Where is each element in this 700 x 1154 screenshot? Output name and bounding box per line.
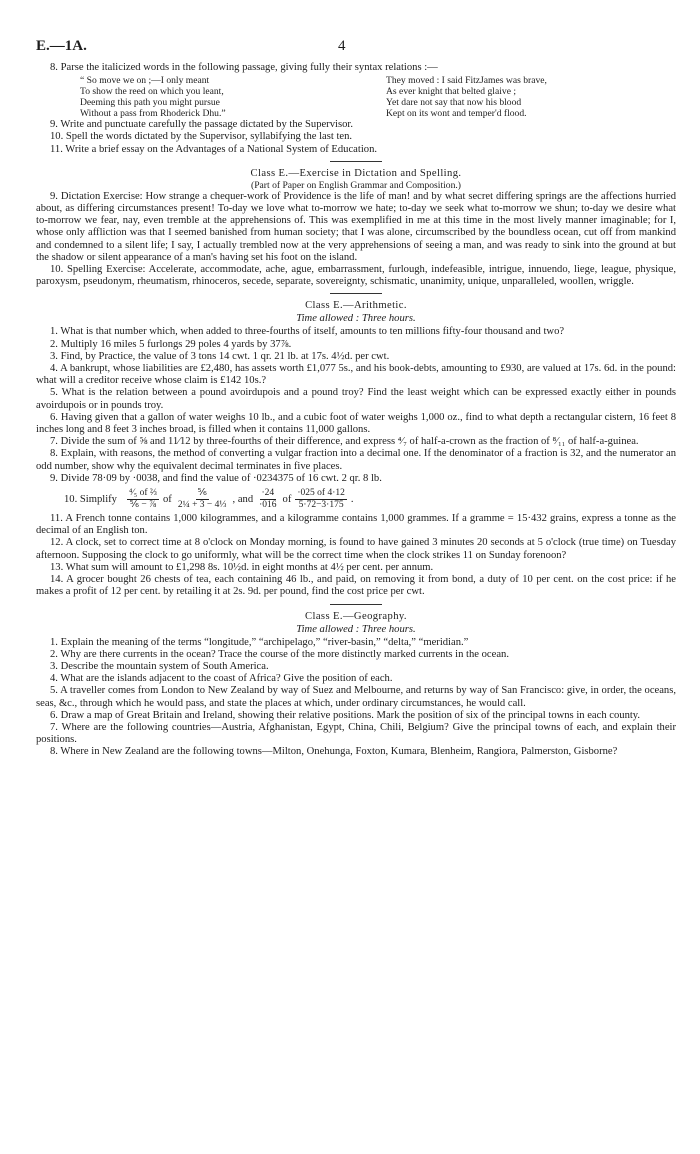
poem-left-column [80,75,345,119]
spelling-exercise: 10. Spelling Exercise: Accelerate, accommodate, ache, ague, embarrassment, furlough, indefeasible, intrigue, innuendo, liege, league, physique, paroxysm, pseudonym, rheumatism, rhinoceros, secede, separate, sovereignty, schismatic, unanimity, unique, unparalleled, woollen, wriggle. [36,264,676,288]
poem-line: Kept on its wont and temper'd flood. [386,108,527,120]
question-item: 12. A clock, set to correct time at 8 o'clock on Monday morning, is found to have gained 3 minutes 20 seconds at 5 o'clock (true time) on Tuesday afternoon. Supposing the clock to go uniformly, what will be the correct time when the clock strikes 11 on Sunday forenoon? [36,537,676,561]
question-item: 4. A bankrupt, whose liabilities are £2,480, has assets worth £1,077 5s., and his book-debts, amounting to £930, are valued at 17s. 6d. in the pound: what will a creditor receive whose claim is £142 10s.? [36,363,676,387]
question-item: 11. A French tonne contains 1,000 kilogrammes, and a kilogramme contains 1,000 grammes. If a gramme = 15·432 grains, express a tonne as the decimal of an English ton. [36,513,676,537]
dictation-subheading: (Part of Paper on English Grammar and Composition.) [251,179,461,191]
poem-line: They moved : I said FitzJames was brave, [386,75,547,87]
question-item: 6. Draw a map of Great Britain and Ireland, showing their relative positions. Mark the position of six of the principal towns in each county. [50,709,641,721]
question-item: 13. What sum will amount to £1,298 8s. 10½d. in eight months at 4½ per cent. per annum. [50,561,434,573]
fraction-numerator: ·025 of 4·12 [297,487,345,498]
dictation-heading: Class E.—Exercise in Dictation and Spelling. [250,167,462,179]
fraction-numerator: ⁴⁄₅ of ⅔ [128,487,157,498]
dictation-exercise: 9. Dictation Exercise: How strange a chequer-work of Providence is the life of man! and by what secret differing springs are the affections hurried about, as differing circumstances present! To-day we love what to-morrow we hate; to-day we seek what to-morrow we shun; to-day we desire what to-morrow we fear, nay, even tremble at the apprehensions of. This was exemplified in me at this time in the most lively manner imaginable; for I, whose only affliction was that I seemed banished from human society; that I was alone, circumscribed by the boundless ocean, cut off from mankind and condemned to a silent life; I say, I actually trembled now at the very apprehensions of seeing a man, and was ready to sink into the ground at but the shadow or silent appearance of a man's having set his foot on the island. [36,190,676,263]
poem-line: To show the reed on which you leant, [80,86,224,98]
simplify-expression [64,486,676,512]
fraction-denominator: 5·72−3·175 [298,499,344,510]
fraction [127,488,159,511]
poem-line: “ So move we on ;—I only meant [80,75,210,87]
question-item: 11. Write a brief essay on the Advantages of a National System of Education. [50,143,378,155]
fraction [295,488,347,511]
question-item: 7. Where are the following countries—Austria, Afghanistan, Egypt, China, Chili, Belgium? Give the principal towns of each, and explain their positions. [36,721,676,746]
geography-heading: Class E.—Geography. [305,610,407,622]
fraction-denominator: ⅚ − ⅞ [129,499,157,510]
section-divider [330,293,382,294]
question-item: 9. Write and punctuate carefully the passage dictated by the Supervisor. [50,119,353,131]
expression-end: . [350,493,354,505]
poem-excerpt [80,75,616,119]
section-divider [330,161,382,162]
question-item: 5. What is the relation between a pound avoirdupois and a pound troy? Find the least weight which can be expressed exactly either in pounds avoirdupois or in pounds troy. [36,387,676,411]
question-item: 5. A traveller comes from London to New Zealand by way of Suez and Melbourne, and returns by way of San Francisco: give, in order, the oceans, seas, &c., through which he would pass, and state the places at which, under ordinary circumstances, he would call. [36,685,676,709]
question-item: 6. Having given that a gallon of water weighs 10 lb., and a cubic foot of water weighs 1,000 oz., find to what depth a rectangular cistern, 16 feet 8 inches long and 8 feet 3 inches broad, is filled when it contains 11,000 gallons. [36,411,676,436]
parse-question: 8. Parse the italicized words in the following passage, giving fully their syntax relations :— [50,62,438,73]
fraction [176,488,229,511]
poem-line: As ever knight that belted glaive ; [386,86,517,98]
question-item: 7. Divide the sum of ⅝ and 11⁄12 by three-fourths of their difference, and express ⁴⁄₇ of half-a-crown as the fraction of ⁸⁄₁₁ of half-a-guinea. [50,436,639,448]
fraction-numerator: ⅚ [197,487,207,498]
question-item: 10. Spell the words dictated by the Supervisor, syllabifying the last ten. [50,131,353,143]
of-word: of [162,493,172,505]
question-item: 9. Divide 78·09 by ·0038, and find the value of ·0234375 of 16 cwt. 2 qr. 8 lb. [50,472,382,484]
question-item: 14. A grocer bought 26 chests of tea, each containing 46 lb., and paid, on removing it from bond, a duty of 10 per cent. on the cost price: if he makes a profit of 12 per cent. by retailing it at 2s. 9d. per pound, find the cost price per cwt. [36,574,676,598]
page-header [36,38,676,62]
question-item: 2. Multiply 16 miles 5 furlongs 29 poles 4 yards by 37⅞. [50,338,292,350]
arithmetic-time-allowed: Time allowed : Three hours. [296,313,416,325]
question-item: 1. Explain the meaning of the terms “longitude,” “archipelago,” “river-basin,” “delta,” “meridian.” [50,636,469,648]
geography-time-allowed: Time allowed : Three hours. [296,623,416,635]
question-item: 3. Describe the mountain system of South America. [50,660,269,672]
section-divider [330,604,382,605]
poem-line: Yet dare not say that now his blood [386,97,522,109]
question-item: 3. Find, by Practice, the value of 3 tons 14 cwt. 1 qr. 21 lb. at 17s. 4½d. per cwt. [50,350,390,362]
of-word: of [282,493,292,505]
fraction-denominator: 2¼ + 3 − 4⅓ [177,499,227,510]
fraction-numerator: ·24 [261,487,275,498]
poem-line: Deeming this path you might pursue [80,97,220,109]
simplify-label: 10. Simplify [64,493,117,505]
question-item: 1. What is that number which, when added to three-fourths of itself, amounts to ten millions fifty-four thousand and two? [50,326,565,338]
question-item: 2. Why are there currents in the ocean? Trace the course of the more distinctly marked currents in the ocean. [50,648,509,660]
page-number: 4 [338,38,346,54]
fraction [257,488,278,511]
fraction-denominator: ·016 [259,499,277,510]
question-item: 4. What are the islands adjacent to the coast of Africa? Give the position of each. [50,673,393,685]
poem-right-column [386,75,616,119]
document-reference: E.—1A. [36,38,87,54]
question-item: 8. Explain, with reasons, the method of converting a vulgar fraction into a decimal one. If the denominator of a fraction is 32, and the numerator an odd number, show why the equivalent decimal terminates in five places. [36,448,676,472]
document-page [36,38,676,759]
question-item: 8. Where in New Zealand are the following towns—Milton, Onehunga, Foxton, Kumara, Blenheim, Rangiora, Palmerston, Gisborne? [50,746,618,758]
and-word: , and [232,493,254,505]
poem-line: Without a pass from Rhoderick Dhu.” [80,108,226,120]
arithmetic-heading: Class E.—Arithmetic. [305,300,407,312]
